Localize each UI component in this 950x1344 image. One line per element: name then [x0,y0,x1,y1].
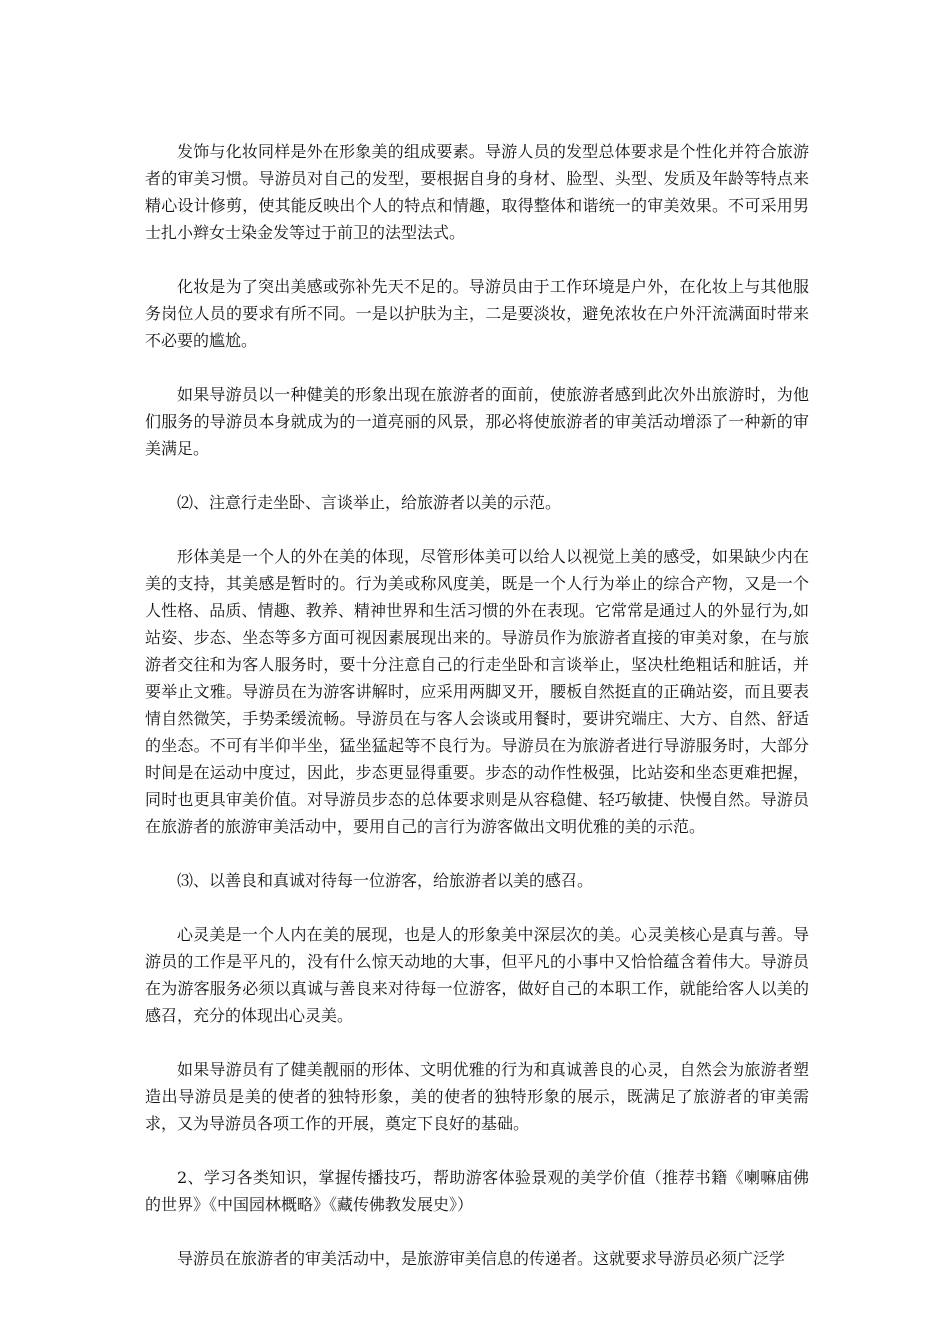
paragraph-information-transmitter: 导游员在旅游者的审美活动中，是旅游审美信息的传递者。这就要求导游员必须广泛学 [177,1249,786,1268]
section-heading-sincerity: ⑶、以善良和真诚对待每一位游客，给旅游者以美的感召。 [177,871,594,890]
paragraph-inner-beauty: 心灵美是一个人内在美的展现，也是人的形象美中深层次的美。心灵美核心是真与善。导游员的工作是平凡的，没有什么惊天动地的大事，但平凡的小事中又恰恰蕴含着伟大。导游员在为游客服务必须以真诚与善良来对待每一位游客，做好自己的本职工作，就能给客人以美的感召，充分的体现出心灵美。 [145,925,809,1025]
document-page [145,138,809,1299]
section-heading-behavior: ⑵、注意行走坐卧、言谈举止，给旅游者以美的示范。 [177,493,562,512]
paragraph-hair-makeup: 发饰与化妆同样是外在形象美的组成要素。导游人员的发型总体要求是个性化并符合旅游者的审美习惯。导游员对自己的发型，要根据自身的身材、脸型、头型、发质及年龄等特点来精心设计修剪，使其能反映出个人的特点和情趣，取得整体和谐统一的审美效果。不可采用男士扎小辫女士染金发等过于前卫的法型法式。 [145,142,809,242]
paragraph-healthy-image: 如果导游员以一种健美的形象出现在旅游者的面前，使旅游者感到此次外出旅游时，为他们服务的导游员本身就成为的一道亮丽的风景，那必将使旅游者的审美活动增添了一种新的审美满足。 [145,385,809,458]
paragraph-body-beauty: 形体美是一个人的外在美的体现，尽管形体美可以给人以视觉上美的感受，如果缺少内在美的支持，其美感是暂时的。行为美或称风度美，既是一个人行为举止的综合产物，又是一个人性格、品质、情趣、教养、精神世界和生活习惯的外在表现。它常常是通过人的外显行为,如站姿、步态、坐态等多方面可视因素展现出来的。导游员作为旅游者直接的审美对象，在与旅游者交往和为客人服务时，要十分注意自己的行走坐卧和言谈举止，坚决杜绝粗话和脏话，并要举止文雅。导游员在为游客讲解时，应采用两脚叉开，腰板自然挺直的正确站姿，而且要表情自然微笑，手势柔缓流畅。导游员在与客人会谈或用餐时，要讲究端庄、大方、自然、舒适的坐态。不可有半仰半坐，猛坐猛起等不良行为。导游员在为旅游者进行导游服务时，大部分时间是在运动中度过，因此，步态更显得重要。步态的动作性极强，比站姿和坐态更难把握，同时也更具审美价值。对导游员步态的总体要求则是从容稳健、轻巧敏捷、快慢自然。导游员在旅游者的旅游审美活动中，要用自己的言行为游客做出文明优雅的美的示范。 [145,547,809,836]
paragraph-makeup-purpose: 化妆是为了突出美感或弥补先天不足的。导游员由于工作环境是户外，在化妆上与其他服务岗位人员的要求有所不同。一是以护肤为主，二是要淡妆，避免浓妆在户外汗流满面时带来不必要的尴尬。 [145,277,809,350]
paragraph-beauty-messenger: 如果导游员有了健美靓丽的形体、文明优雅的行为和真诚善良的心灵，自然会为旅游者塑造出导游员是美的使者的独特形象，美的使者的独特形象的展示，既满足了旅游者的审美需求，又为导游员各项工作的开展，奠定下良好的基础。 [145,1060,809,1133]
section-heading-knowledge: 2、学习各类知识，掌握传播技巧，帮助游客体验景观的美学价值（推荐书籍《喇嘛庙佛的世界》《中国园林概略》《藏传佛教发展史》） [145,1168,809,1214]
